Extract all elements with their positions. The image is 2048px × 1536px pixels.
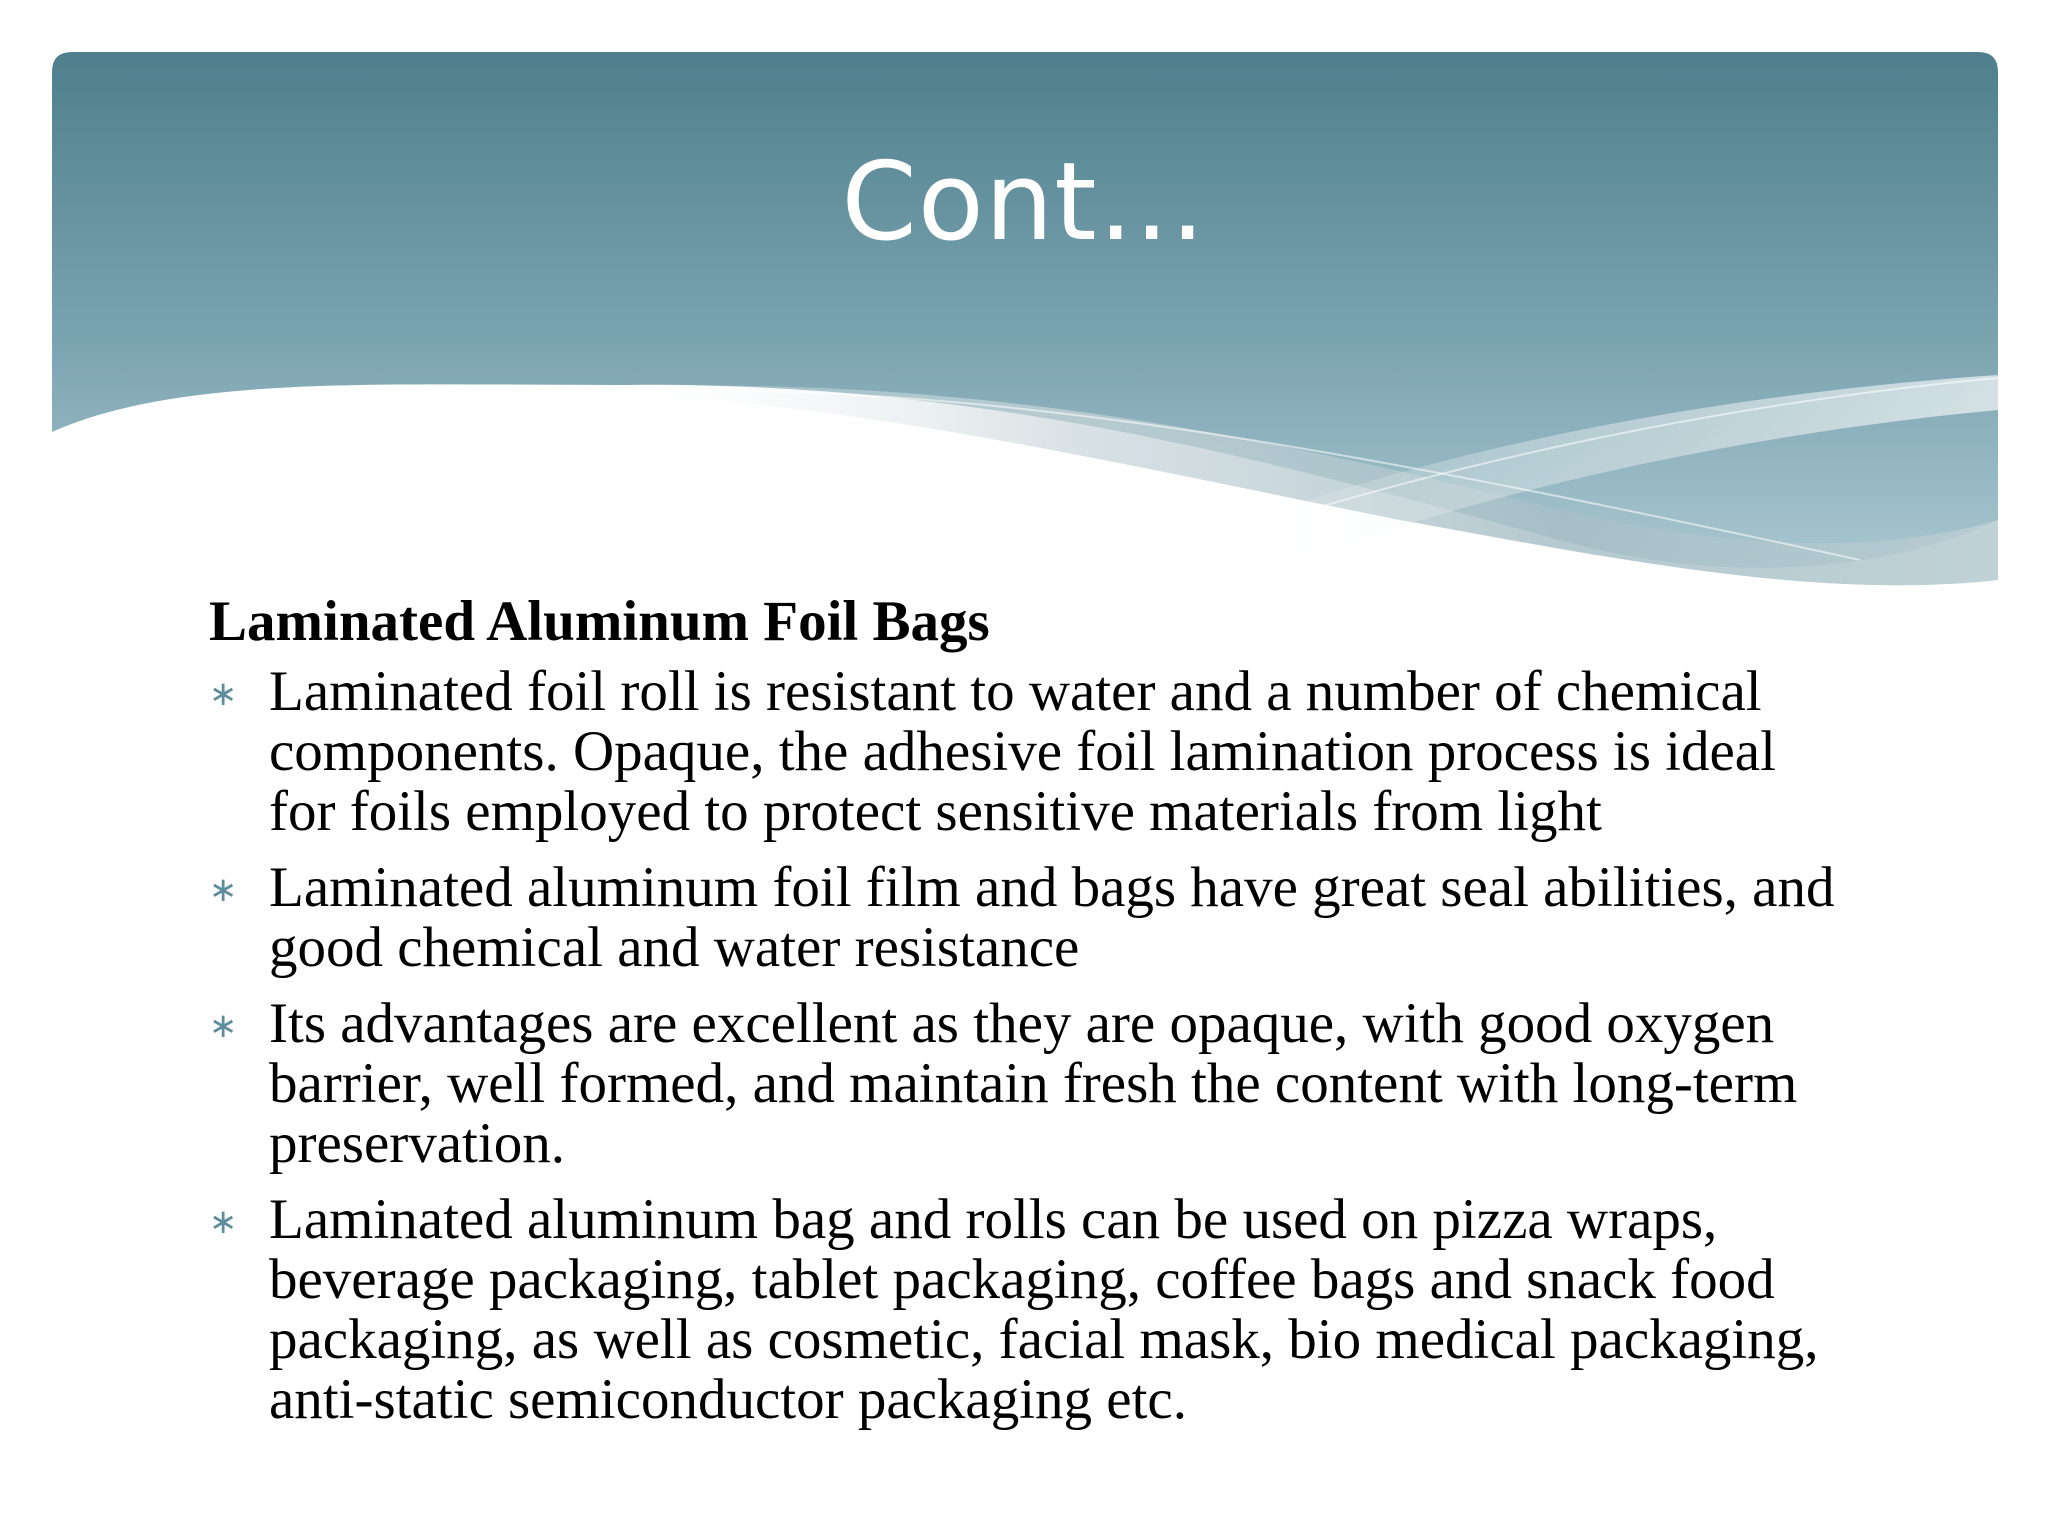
bullet-item <box>209 994 1849 1174</box>
bullet-text: Its advantages are excellent as they are opaque, with good oxygen barrier, well formed, and maintain fresh the content with long-term preservation. <box>269 992 1798 1175</box>
bullet-item <box>209 858 1849 978</box>
slide-title: Cont… <box>841 140 1207 265</box>
bullet-text: Laminated aluminum foil film and bags have great seal abilities, and good chemical and water resistance <box>269 856 1835 979</box>
header-wave-background <box>0 0 2048 600</box>
bullet-list <box>209 662 1849 1430</box>
bullet-asterisk-icon: ∗ <box>209 1202 238 1242</box>
bullet-item <box>209 1190 1849 1430</box>
bullet-asterisk-icon: ∗ <box>209 674 238 714</box>
slide-content <box>209 586 1849 1446</box>
section-heading: Laminated Aluminum Foil Bags <box>209 590 990 653</box>
bullet-asterisk-icon: ∗ <box>209 870 238 910</box>
bullet-asterisk-icon: ∗ <box>209 1006 238 1046</box>
bullet-text: Laminated aluminum bag and rolls can be used on pizza wraps, beverage packaging, tablet packaging, coffee bags and snack food packaging, as well as cosmetic, facial mask, bio medical packaging, anti-static semiconductor packaging etc. <box>269 1188 1819 1431</box>
bullet-item <box>209 662 1849 842</box>
bullet-text: Laminated foil roll is resistant to water and a number of chemical components. Opaque, the adhesive foil lamination process is ideal for foils employed to protect sensitive materials from light <box>269 660 1776 843</box>
